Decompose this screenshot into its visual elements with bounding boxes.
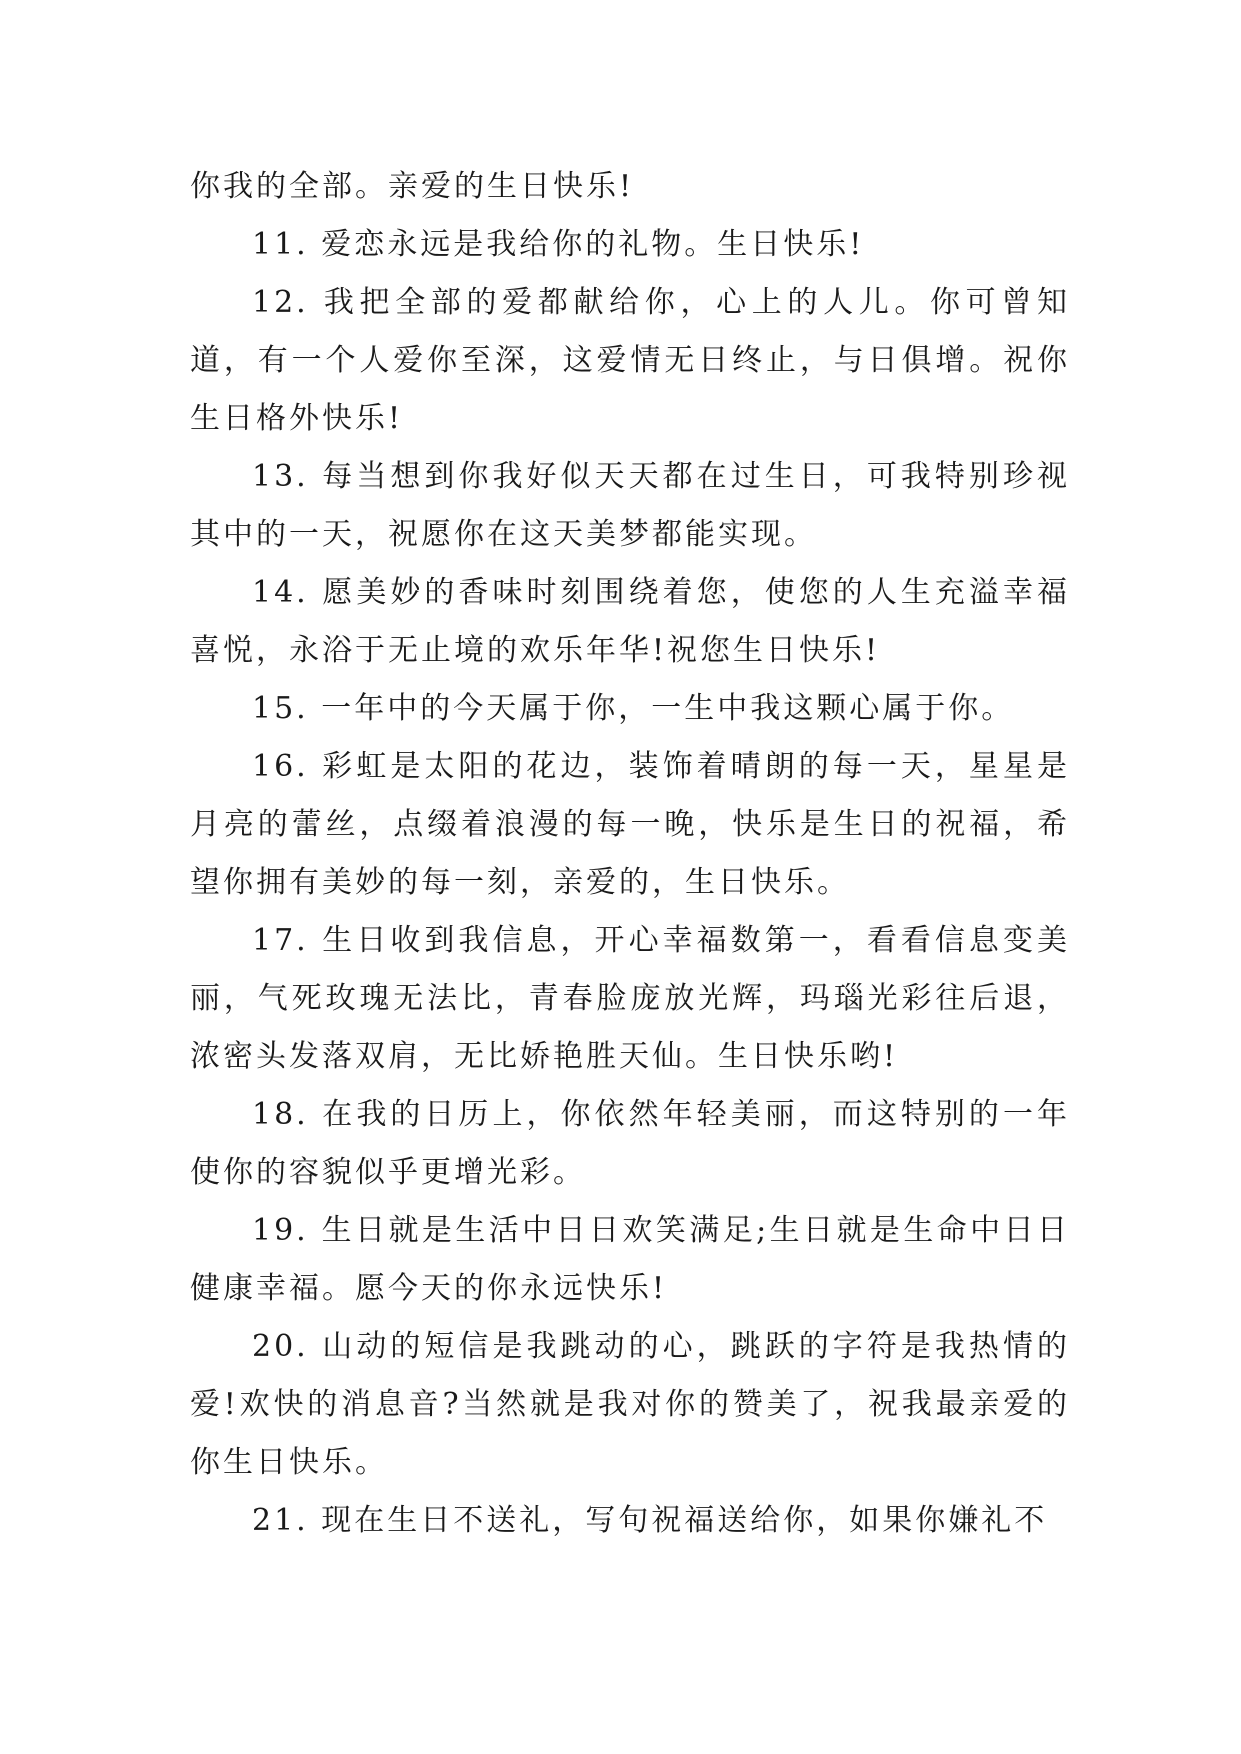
paragraph-19: 19. 生日就是生活中日日欢笑满足;生日就是生命中日日健康幸福。愿今天的你永远快乐!: [190, 1213, 1070, 1306]
paragraph-21: 21. 现在生日不送礼，写句祝福送给你，如果你嫌礼不: [252, 1503, 1048, 1538]
paragraph-11: 11. 爱恋永远是我给你的礼物。生日快乐!: [252, 227, 865, 262]
paragraph-14: 14. 愿美妙的香味时刻围绕着您，使您的人生充溢幸福喜悦，永浴于无止境的欢乐年华!祝您生日快乐!: [190, 575, 1070, 668]
paragraph-continued: 你我的全部。亲爱的生日快乐!: [190, 169, 635, 204]
paragraph-12: 12. 我把全部的爱都献给你，心上的人儿。你可曾知道，有一个人爱你至深，这爱情无日终止，与日俱增。祝你生日格外快乐!: [190, 285, 1070, 436]
document-body: [190, 158, 1070, 1550]
paragraph-15: 15. 一年中的今天属于你，一生中我这颗心属于你。: [252, 691, 1015, 726]
paragraph-18: 18. 在我的日历上，你依然年轻美丽，而这特别的一年使你的容貌似乎更增光彩。: [190, 1097, 1070, 1190]
paragraph-17: 17. 生日收到我信息，开心幸福数第一，看看信息变美丽，气死玫瑰无法比，青春脸庞放光辉，玛瑙光彩往后退，浓密头发落双肩，无比娇艳胜天仙。生日快乐哟!: [190, 923, 1070, 1074]
paragraph-16: 16. 彩虹是太阳的花边，装饰着晴朗的每一天，星星是月亮的蕾丝，点缀着浪漫的每一晚，快乐是生日的祝福，希望你拥有美妙的每一刻，亲爱的，生日快乐。: [190, 749, 1070, 900]
paragraph-20: 20. 山动的短信是我跳动的心，跳跃的字符是我热情的爱!欢快的消息音?当然就是我对你的赞美了，祝我最亲爱的你生日快乐。: [190, 1329, 1070, 1480]
paragraph-13: 13. 每当想到你我好似天天都在过生日，可我特别珍视其中的一天，祝愿你在这天美梦都能实现。: [190, 459, 1070, 552]
